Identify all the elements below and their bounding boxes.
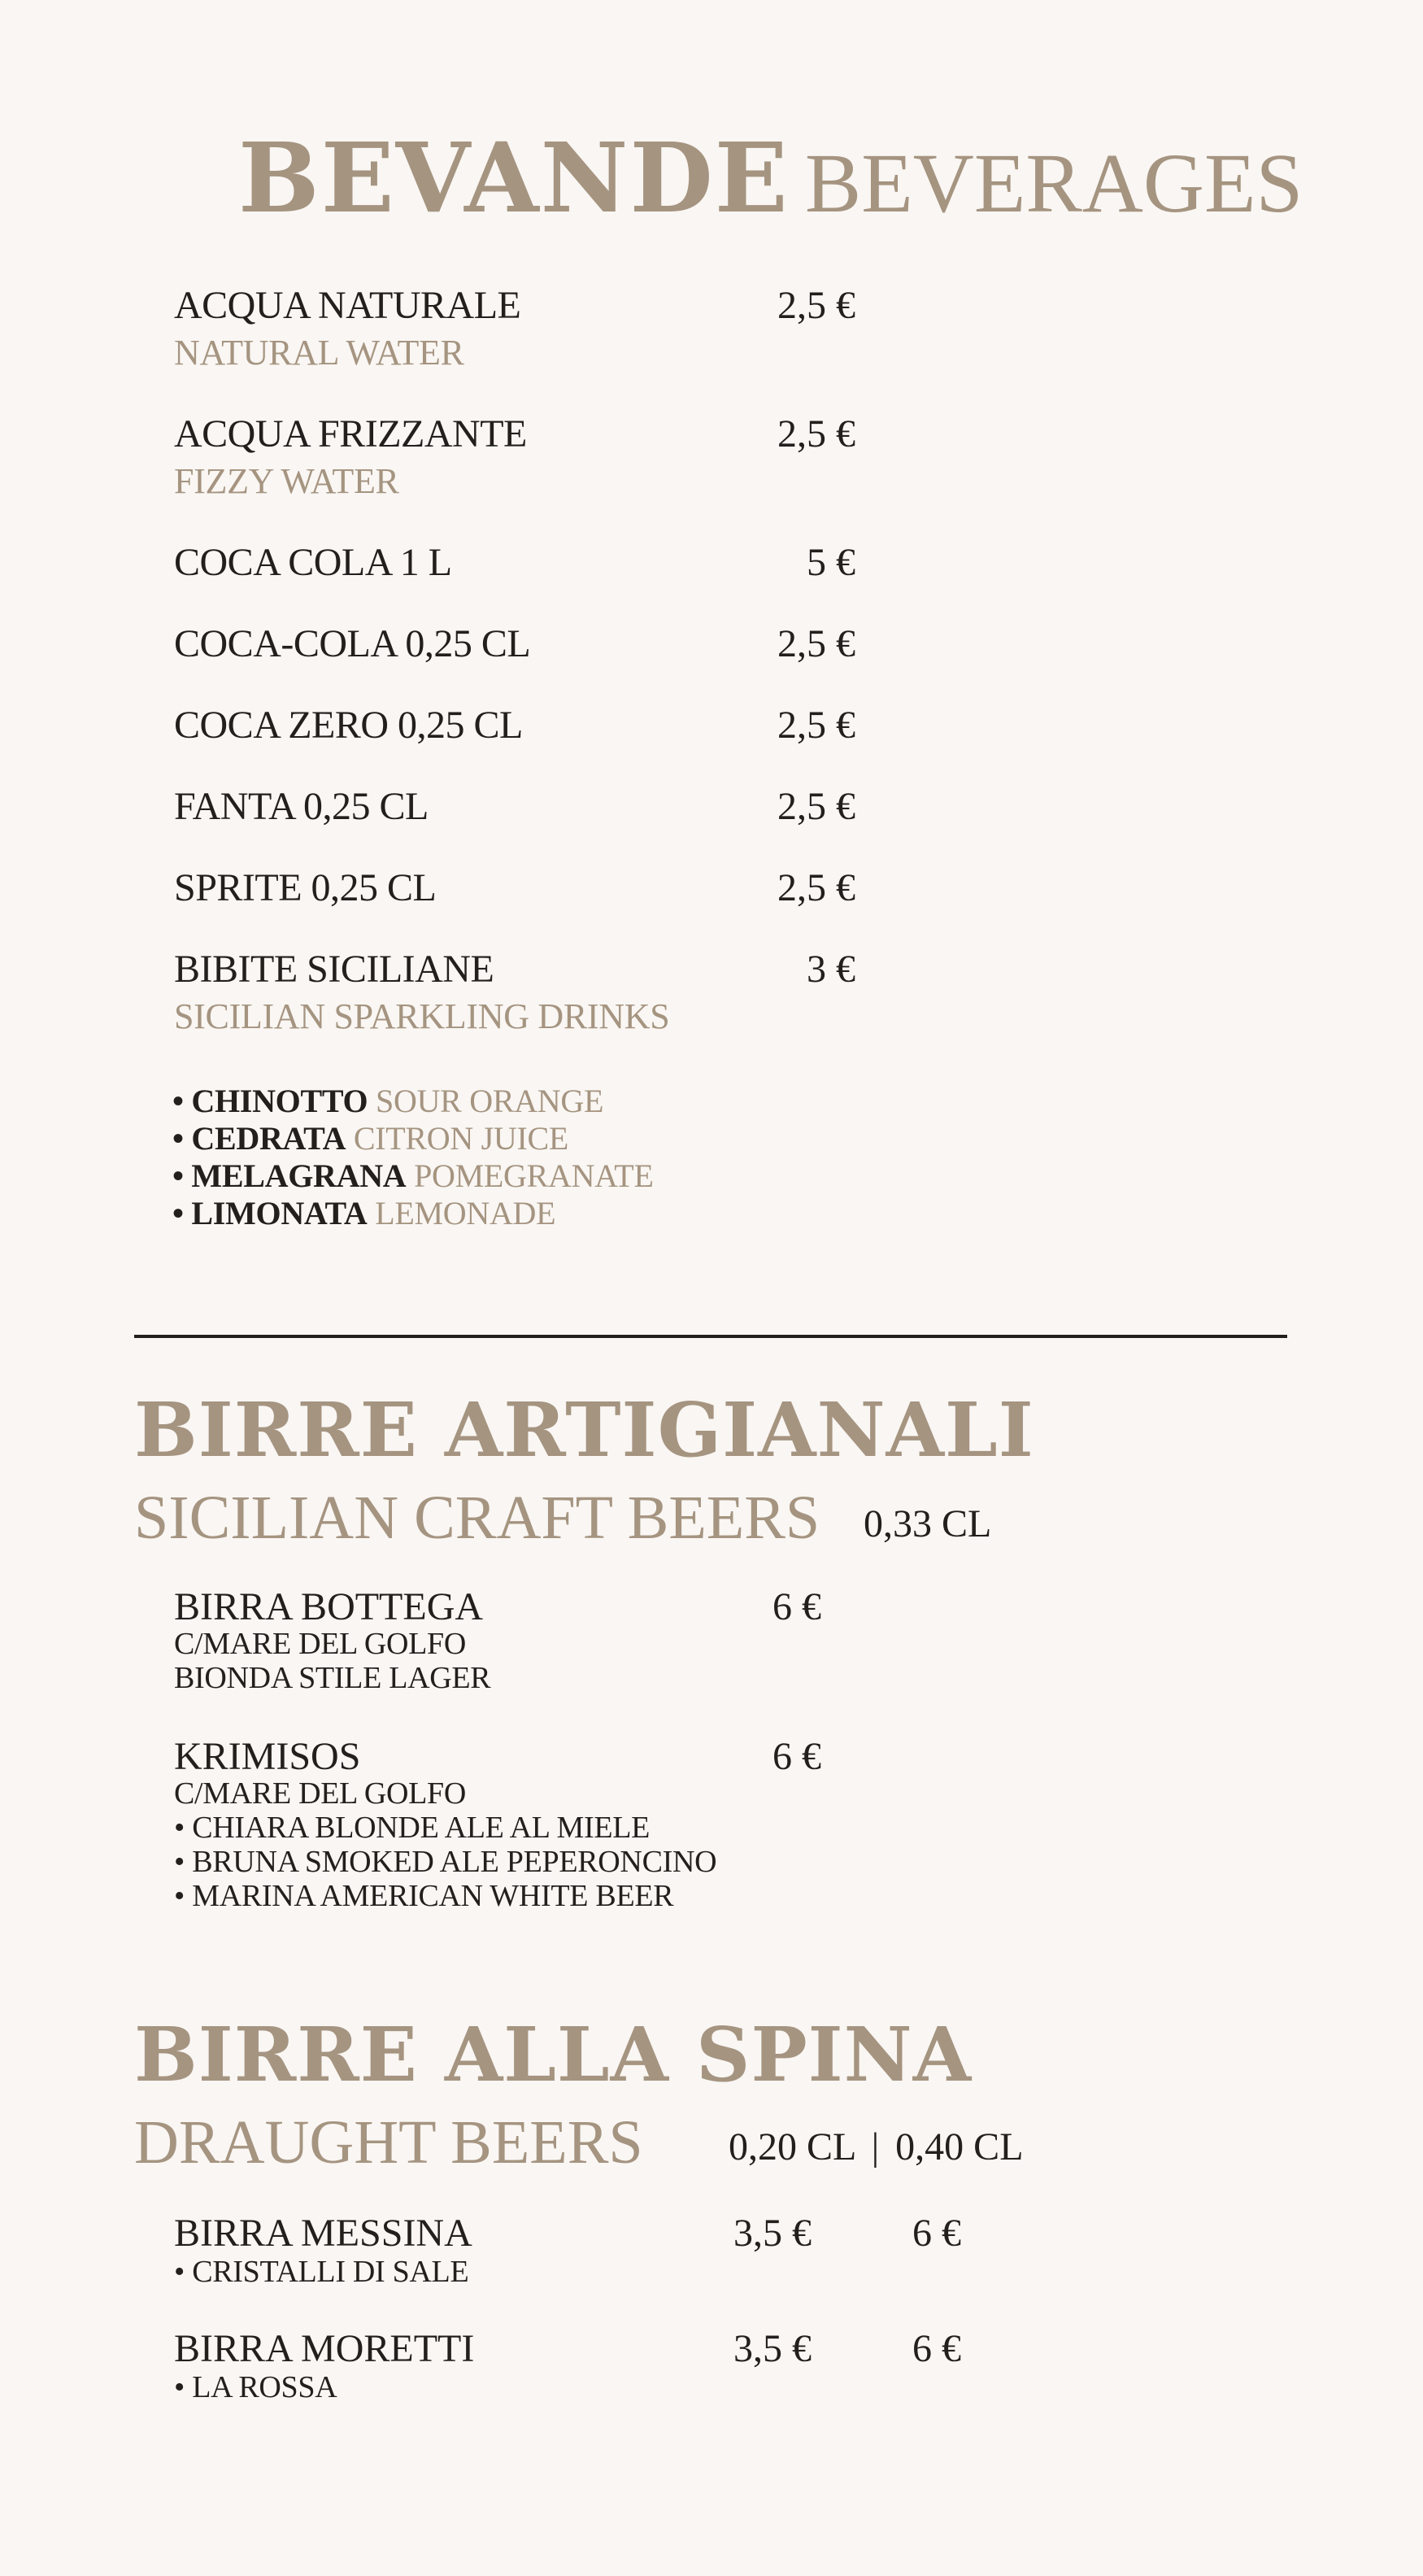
item-price: 2,5 € xyxy=(777,622,855,665)
beer-price-large: 6 € xyxy=(912,2327,961,2370)
beer-name: BIRRA MORETTI xyxy=(174,2327,475,2370)
craft-beers-title: BIRRE ARTIGIANALI xyxy=(134,1386,1034,1474)
beer-name: BIRRA MESSINA xyxy=(174,2212,472,2255)
item-sub: FIZZY WATER xyxy=(174,461,399,501)
beer-desc: • LA ROSSA xyxy=(174,2370,337,2404)
flavor-item xyxy=(172,1157,654,1194)
item-sub: SICILIAN SPARKLING DRINKS xyxy=(174,996,670,1036)
flavor-translation: CITRON JUICE xyxy=(353,1120,569,1157)
flavor-translation: POMEGRANATE xyxy=(414,1157,654,1194)
item-name: ACQUA FRIZZANTE xyxy=(174,412,527,455)
unit-small: 0,20 CL xyxy=(729,2125,855,2168)
beer-price-small: 3,5 € xyxy=(733,2327,812,2370)
flavor-name: • CEDRATA xyxy=(172,1120,346,1157)
unit-large: 0,40 CL xyxy=(895,2125,1024,2168)
beer-desc: C/MARE DEL GOLFO xyxy=(174,1627,467,1661)
item-price: 2,5 € xyxy=(777,704,855,747)
beer-name: KRIMISOS xyxy=(174,1735,361,1778)
item-price: 2,5 € xyxy=(777,866,855,909)
item-name: ACQUA NATURALE xyxy=(174,284,521,327)
beer-desc: • CHIARA BLONDE ALE AL MIELE xyxy=(174,1811,651,1845)
draught-beers-title: BIRRE ALLA SPINA xyxy=(134,2011,973,2099)
craft-beers-subtitle: SICILIAN CRAFT BEERS xyxy=(134,1484,820,1552)
beer-desc: C/MARE DEL GOLFO xyxy=(174,1776,467,1811)
craft-beers-unit: 0,33 CL xyxy=(864,1502,992,1545)
beer-desc: BIONDA STILE LAGER xyxy=(174,1661,491,1695)
item-name: COCA ZERO 0,25 CL xyxy=(174,704,523,747)
flavor-name: • CHINOTTO xyxy=(172,1083,368,1119)
item-price: 2,5 € xyxy=(777,412,855,455)
flavor-item xyxy=(172,1197,555,1230)
draught-beers-subtitle: DRAUGHT BEERS xyxy=(134,2108,643,2177)
beverages-header xyxy=(238,121,1303,234)
flavor-item xyxy=(172,1122,568,1155)
beer-price-small: 3,5 € xyxy=(733,2212,812,2255)
beer-desc: • MARINA AMERICAN WHITE BEER xyxy=(174,1879,674,1913)
beer-name: BIRRA BOTTEGA xyxy=(174,1585,484,1628)
beer-desc: • CRISTALLI DI SALE xyxy=(174,2255,469,2289)
beverages-title: BEVANDE xyxy=(238,121,790,234)
draught-beers-units xyxy=(729,2125,1024,2168)
flavor-translation: SOUR ORANGE xyxy=(376,1083,604,1119)
section-divider xyxy=(134,1335,1287,1338)
item-name: COCA COLA 1 L xyxy=(174,541,452,584)
item-name: FANTA 0,25 CL xyxy=(174,785,429,828)
beer-price-large: 6 € xyxy=(912,2212,961,2255)
flavor-name: • LIMONATA xyxy=(172,1195,368,1231)
beer-price: 6 € xyxy=(772,1585,821,1628)
flavor-item xyxy=(172,1085,603,1118)
item-price: 2,5 € xyxy=(777,785,855,828)
beer-price: 6 € xyxy=(772,1735,821,1778)
item-name: COCA-COLA 0,25 CL xyxy=(174,622,531,665)
item-price: 3 € xyxy=(807,948,855,991)
flavor-name: • MELAGRANA xyxy=(172,1157,407,1194)
item-name: SPRITE 0,25 CL xyxy=(174,866,437,909)
item-price: 2,5 € xyxy=(777,284,855,327)
beverages-title-en: BEVERAGES xyxy=(804,137,1303,230)
flavor-translation: LEMONADE xyxy=(375,1195,556,1231)
beer-desc: • BRUNA SMOKED ALE PEPERONCINO xyxy=(174,1845,717,1879)
item-price: 5 € xyxy=(807,541,855,584)
item-sub: NATURAL WATER xyxy=(174,333,464,373)
item-name: BIBITE SICILIANE xyxy=(174,948,494,991)
unit-separator: | xyxy=(871,2125,880,2168)
